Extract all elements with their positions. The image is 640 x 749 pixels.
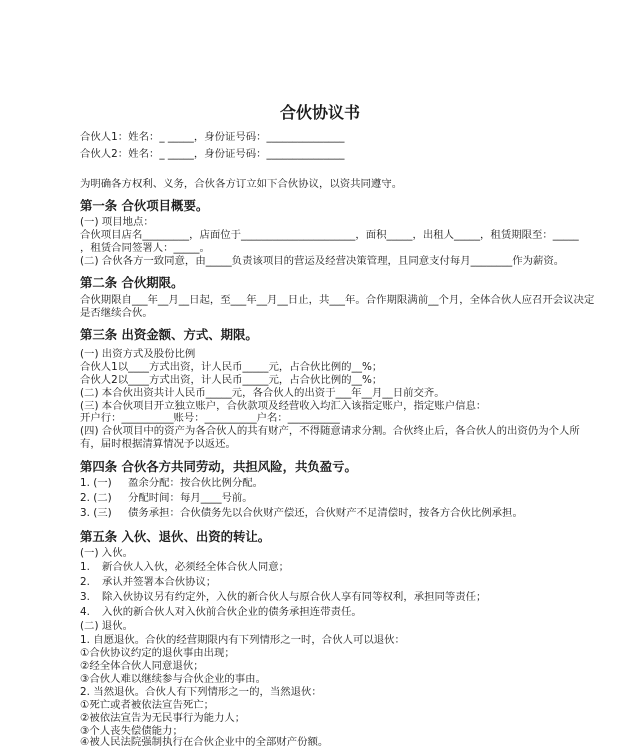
party-1-line: 合伙人1：姓名：_ _____，身份证号码：_______________ bbox=[80, 131, 345, 143]
article-5-line: ①死亡或者被依法宣告死亡； bbox=[80, 699, 215, 711]
article-2-heading: 第二条 合伙期限。 bbox=[80, 275, 184, 290]
article-3-line: 合伙人2以____方式出资，计人民币_____元，占合伙比例的__%； bbox=[80, 374, 383, 386]
article-5-line: 1. 自愿退伙。合伙的经营期限内有下列情形之一时，合伙人可以退伙： bbox=[80, 634, 405, 646]
article-4-heading: 第四条 合伙各方共同劳动，共担风险，共负盈亏。 bbox=[80, 459, 357, 474]
article-3-line: (一) 出资方式及股份比例 bbox=[80, 348, 196, 360]
article-2-line: 是否继续合伙。 bbox=[80, 307, 153, 319]
article-1-heading: 第一条 合伙项目概要。 bbox=[80, 198, 209, 213]
article-3-line: (三) 本合伙项目开立独立账户，合伙款项及经营收入均汇入该指定账户，指定账户信息： bbox=[80, 400, 487, 412]
party-2-line: 合伙人2：姓名：_ _____，身份证号码：_______________ bbox=[80, 148, 345, 160]
article-3-heading: 第三条 出资金额、方式、期限。 bbox=[80, 327, 258, 342]
list-item: 1. (一) 盈余分配：按合伙比例分配。 bbox=[80, 477, 264, 489]
article-1-line: ，租赁合同签署人：_____。 bbox=[80, 242, 210, 254]
article-5-line: 2. 当然退伙。合伙人有下列情形之一的，当然退伙： bbox=[80, 686, 322, 698]
article-5-line: ③合伙人难以继续参与合伙企业的事由。 bbox=[80, 673, 266, 685]
article-5-line: ④被人民法院强制执行在合伙企业中的全部财产份额。 bbox=[80, 736, 329, 748]
article-1-line: 合伙项目店名_________，店面位于______________________，面积_____，出租人_____，租赁期限至：_____ bbox=[80, 229, 579, 241]
article-5-line: (二) 退伙。 bbox=[80, 620, 133, 632]
article-5-subheading: (一) 入伙。 bbox=[80, 547, 133, 559]
list-item: 3. (三) 债务承担：合伙债务先以合伙财产偿还，合伙财产不足清偿时，按各方合伙比例承担。 bbox=[80, 507, 523, 519]
article-3-line: 有，届时根据清算情况予以返还。 bbox=[80, 438, 236, 450]
article-3-line: 开户行：__________账号：__________户名：__________ bbox=[80, 412, 340, 424]
list-item: 3. 除入伙协议另有约定外，入伙的新合伙人与原合伙人享有同等权利，承担同等责任； bbox=[80, 591, 487, 603]
article-3-line: 合伙人1以____方式出资，计人民币_____元，占合伙比例的__%； bbox=[80, 361, 383, 373]
intro-text: 为明确各方权利、义务，合伙各方订立如下合伙协议，以资共同遵守。 bbox=[80, 178, 403, 190]
article-3-line: (二) 本合伙出资共计人民币_____元，各合伙人的出资于___年__月__日前交齐。 bbox=[80, 387, 445, 399]
article-5-heading: 第五条 入伙、退伙、出资的转让。 bbox=[80, 529, 271, 544]
article-5-line: ③个人丧失偿债能力； bbox=[80, 725, 183, 737]
article-5-line: ②经全体合伙人同意退伙； bbox=[80, 660, 204, 672]
article-2-line: 合伙期限自___年__月__日起，至___年__月__日止，共___年。合作期限满前__个月，全体合伙人应召开会议决定 bbox=[80, 294, 595, 306]
list-item: 1. 新合伙人入伙，必须经全体合伙人同意； bbox=[80, 561, 290, 573]
article-5-line: ②被依法宣告为无民事行为能力人； bbox=[80, 712, 246, 724]
list-item: 2. 承认并签署本合伙协议； bbox=[80, 576, 217, 588]
list-item: 2. (二) 分配时间：每月____号前。 bbox=[80, 492, 253, 504]
list-item: 4. 入伙的新合伙人对入伙前合伙企业的债务承担连带责任。 bbox=[80, 606, 362, 618]
article-5-line: ①合伙协议约定的退伙事由出现； bbox=[80, 647, 235, 659]
article-1-line: (二) 合伙各方一致同意，由_____负责该项目的营运及经营决策管理，且同意支付每月________作为薪资。 bbox=[80, 255, 565, 267]
article-3-line: (四) 合伙项目中的资产为各合伙人的共有财产，不得随意请求分割。合伙终止后，各合伙人的出资仍为个人所 bbox=[80, 425, 580, 437]
article-1-line: (一) 项目地点： bbox=[80, 216, 154, 228]
document-title: 合伙协议书 bbox=[279, 103, 360, 122]
